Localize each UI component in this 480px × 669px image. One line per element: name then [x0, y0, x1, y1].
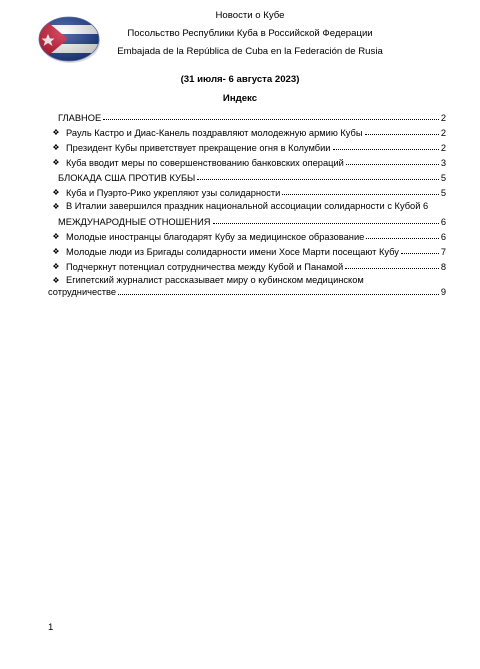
toc-section-label: ГЛАВНОЕ: [58, 113, 102, 123]
toc-item-label: Подчеркнут потенциал сотрудничества между Кубой и Панамой: [66, 262, 344, 272]
toc-item[interactable]: [48, 200, 446, 212]
dot-leader: [401, 253, 439, 254]
diamond-bullet-icon: ❖: [52, 232, 60, 241]
toc-page-number: 6: [423, 201, 429, 211]
toc-item[interactable]: [48, 138, 446, 153]
toc-page-number: 5: [440, 188, 446, 198]
page-number: 1: [48, 622, 54, 633]
toc-item-label: Рауль Кастро и Диас-Канель поздравляют молодежную армию Кубы: [66, 128, 363, 138]
toc-item[interactable]: [48, 183, 446, 198]
dot-leader: [333, 149, 439, 150]
toc-item[interactable]: [48, 153, 446, 168]
diamond-bullet-icon: ❖: [52, 202, 60, 211]
toc-section-label: БЛОКАДА США ПРОТИВ КУБЫ: [58, 173, 196, 183]
toc-item-label: Молодые люди из Бригады солидарности имени Хосе Марти посещают Кубу: [66, 247, 399, 257]
toc-item-label: Президент Кубы приветствует прекращение огня в Колумбии: [66, 143, 331, 153]
dot-leader: [118, 294, 439, 295]
diamond-bullet-icon: ❖: [52, 128, 60, 137]
diamond-bullet-icon: ❖: [52, 158, 60, 167]
dot-leader: [213, 223, 439, 224]
table-of-contents: [48, 108, 446, 298]
toc-section[interactable]: [48, 108, 446, 123]
index-title: Индекс: [222, 93, 258, 104]
toc-item-label: Куба и Пуэрто-Рико укрепляют узы солидарности: [66, 188, 281, 198]
diamond-bullet-icon: ❖: [52, 276, 60, 285]
diamond-bullet-icon: ❖: [52, 143, 60, 152]
toc-page-number: 2: [440, 143, 446, 153]
dot-leader: [282, 194, 439, 195]
diamond-bullet-icon: ❖: [52, 188, 60, 197]
header-title: Новости о Кубе: [215, 10, 285, 21]
diamond-bullet-icon: ❖: [52, 262, 60, 271]
toc-item[interactable]: [48, 274, 446, 298]
toc-page-number: 6: [440, 217, 446, 227]
date-range: (31 июля- 6 августа 2023): [180, 74, 300, 85]
dot-leader: [197, 179, 439, 180]
toc-section[interactable]: [48, 168, 446, 183]
toc-page-number: 8: [440, 262, 446, 272]
toc-item-label: Куба вводит меры по совершенствованию банковских операций: [66, 158, 344, 168]
diamond-bullet-icon: ❖: [52, 247, 60, 256]
toc-page-number: 3: [440, 158, 446, 168]
toc-section-label: МЕЖДУНАРОДНЫЕ ОТНОШЕНИЯ: [58, 217, 211, 227]
toc-item-label-continued: сотрудничестве: [48, 287, 117, 297]
toc-section[interactable]: [48, 212, 446, 227]
toc-page-number: 7: [440, 247, 446, 257]
toc-item-label: В Италии завершился праздник национальной ассоциации солидарности с Кубой: [66, 201, 421, 211]
toc-page-number: 9: [440, 287, 446, 297]
toc-page-number: 2: [440, 113, 446, 123]
toc-item-continuation: [48, 286, 446, 298]
dot-leader: [346, 164, 439, 165]
toc-page-number: 5: [440, 173, 446, 183]
header-embassy-ru: Посольство Республики Куба в Российской Федерации: [127, 28, 373, 39]
dot-leader: [103, 119, 439, 120]
toc-item[interactable]: [48, 242, 446, 257]
toc-item[interactable]: [48, 257, 446, 272]
toc-page-number: 6: [440, 232, 446, 242]
dot-leader: [365, 134, 439, 135]
dot-leader: [366, 238, 439, 239]
header-embassy-es: Embajada de la República de Cuba en la Federación de Rusia: [117, 46, 383, 57]
toc-item[interactable]: [48, 227, 446, 242]
toc-item-label: Египетский журналист рассказывает миру о кубинском медицинском: [66, 275, 364, 285]
toc-item[interactable]: [48, 123, 446, 138]
toc-item-label: Молодые иностранцы благодарят Кубу за медицинское образование: [66, 232, 365, 242]
toc-page-number: 2: [440, 128, 446, 138]
dot-leader: [345, 268, 439, 269]
